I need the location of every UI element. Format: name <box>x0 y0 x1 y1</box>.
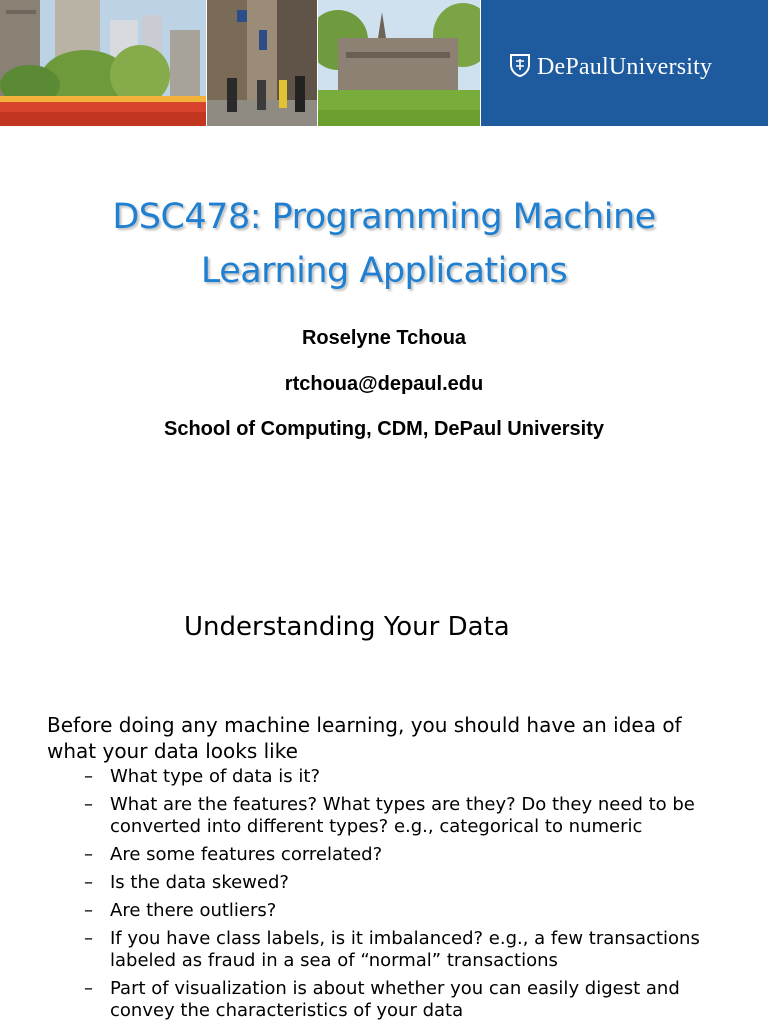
dash-marker: – <box>84 978 93 999</box>
bullet-text: Are some features correlated? <box>110 844 383 865</box>
depaul-logo <box>481 0 768 126</box>
list-item <box>84 844 744 866</box>
author-name: Roselyne Tchoua <box>301 327 467 349</box>
bullet-text: Are there outliers? <box>110 900 277 921</box>
author-email: rtchoua@depaul.edu <box>284 373 484 395</box>
dash-marker: – <box>84 794 93 815</box>
list-item <box>84 766 744 788</box>
campus-photo <box>318 0 480 126</box>
list-item <box>84 900 744 922</box>
slide-title: DSC478: Programming Machine Learning Applications <box>112 197 656 291</box>
list-item <box>84 872 744 894</box>
bullet-text: Is the data skewed? <box>110 872 289 893</box>
bullet-text: What type of data is it? <box>110 766 320 787</box>
city-skyline-photo <box>0 0 206 126</box>
bullet-text: What are the features? What types are they? Do they need to be converted into different types? e.g., categorical to numeric <box>110 794 695 837</box>
list-item <box>84 794 744 838</box>
list-item <box>84 928 744 972</box>
street-photo <box>207 0 317 126</box>
bullet-text: Part of visualization is about whether you can easily digest and convey the characteristics of your data <box>110 978 680 1021</box>
depaul-wordmark: DePaulUniversity <box>537 54 713 80</box>
section-heading: Understanding Your Data <box>184 612 510 642</box>
dash-marker: – <box>84 844 93 865</box>
dash-marker: – <box>84 928 93 949</box>
author-affiliation: School of Computing, CDM, DePaul University <box>163 418 605 440</box>
header-banner <box>0 0 768 126</box>
depaul-seal-icon <box>509 53 531 77</box>
bullet-text: If you have class labels, is it imbalanced? e.g., a few transactions labeled as fraud in a sea of “normal” transactions <box>110 928 700 971</box>
dash-marker: – <box>84 900 93 921</box>
dash-marker: – <box>84 872 93 893</box>
dash-marker: – <box>84 766 93 787</box>
intro-paragraph: Before doing any machine learning, you should have an idea of what your data looks like <box>47 713 682 763</box>
list-item <box>84 978 744 1022</box>
bullet-list <box>84 766 744 1028</box>
